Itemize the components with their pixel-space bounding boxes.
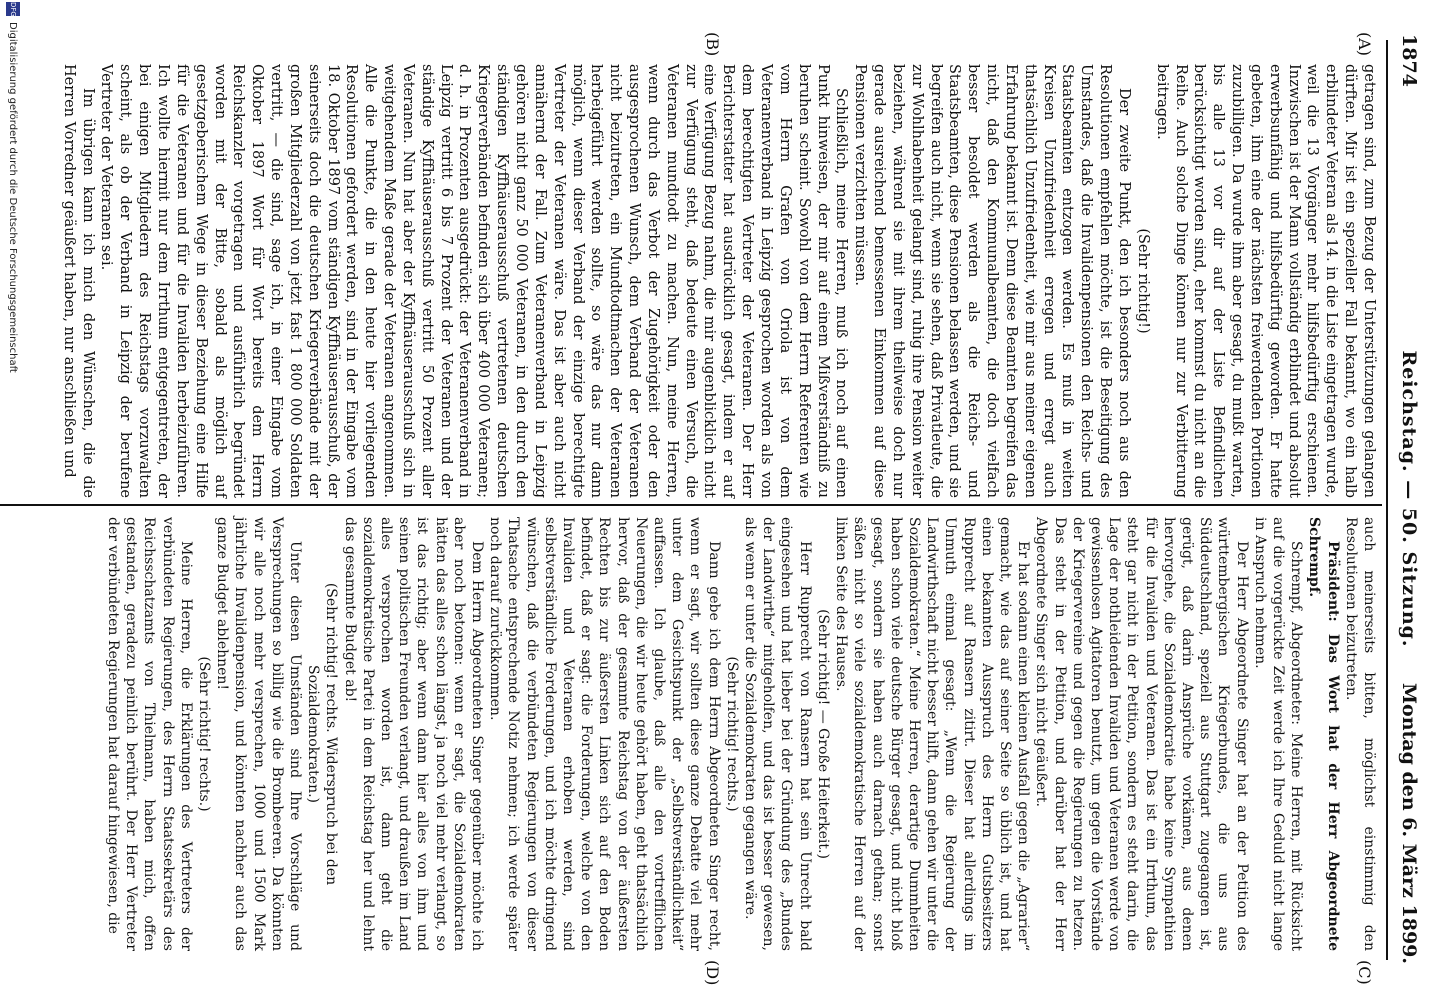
session-date: Montag den 6. März 1899.	[1398, 682, 1420, 964]
speaker-paragraph: Präsident: Das Wort hat der Herr Abgeordnete Schrempf.	[1306, 517, 1341, 951]
paragraph: Herr Rupprecht von Ransern hat sein Unrecht bald eingesehen und hat lieber bei der Gründung des „Bundes der Landwirthe“ mitgeholfen, und das ist besser gewesen, als wenn er unter die Sozialdemokraten gegangen wäre.	[742, 517, 813, 951]
paragraph: Unter diesen Umständen sind Ihre Vorschläge und Versprechungen so billig wie die Brombeeren. Da könnten wir alle noch mehr versprechen, 1000 und 1500 Mark jährliche Invalidenpension, und könnten nachher auch das ganze Budget ablehnen!	[214, 517, 304, 951]
interjection: (Sehr richtig! rechts.)	[196, 656, 212, 812]
dfg-logo: DFG	[6, 2, 20, 16]
paragraph: Er hat sodann einen kleinen Ausfall gegen die „Agrarier“ gemacht, wie das auf seiner Seite so üblich ist, und hat einen bekannten Ausspruch des Herrn Gutsbesitzers Rupprecht auf Ransern zitirt. Dieser hat allerdings im Unmuth einmal gesagt: „Wenn die Regierung der Landwirthschaft nicht besser hilft, dann gehen wir unter die Sozialdemokraten.“ Meine Herren, derartige Dummheiten haben schon viele deutsche Bürger gesagt, und nicht bloß gesagt, sondern sie haben auch darnach gethan; sonst säßen nicht so viele sozialdemokratische Herren auf der linken Seite des Hauses.	[833, 517, 1032, 951]
paragraph: Im übrigen kann ich mich den Wünschen, die die Herren Vorredner geäußert haben, nur anschließen und	[60, 64, 96, 498]
margin-mark-b: (B)	[703, 32, 722, 57]
paragraph: Dann gebe ich dem Herrn Abgeordneten Singer recht, wenn er sagt, wir sollten diese ganze Debatte viel mehr unter dem Gesichtspunkt der „Selbstverständlichkeit“ auffassen. Ich glaube, daß alle den vortrefflichen Neuerungen, die wir heute gehört haben, geht thatsächlich hervor, daß der gesammte Reichstag von der äußersten Rechten bis zur äußersten Linken sich auf den Boden befindet, daß er sagt: die Forderungen, welche von den Invaliden und Veteranen erhoben werden, sind selbstverständliche Forderungen, und ich möchte dringend wünschen, daß die verbündeten Regierungen von dieser Thatsache entsprechende Notiz nehmen; ich werde später noch darauf zurückkommen.	[487, 517, 722, 951]
page-number: 1874	[1398, 34, 1420, 87]
interjection: (Sehr richtig! rechts. Widerspruch bei den Sozialdemokraten.)	[305, 582, 340, 886]
interjection: (Sehr richtig! — Große Heiterkeit.)	[814, 609, 831, 859]
footer-credit: Digitalisierung gefördert durch die Deutsche Forschungsgemeinschaft	[7, 22, 18, 373]
paragraph: Schrempf, Abgeordneter: Meine Herren, mit Rücksicht auf die vorgerückte Zeit werde ich Ihre Geduld nicht lange in Anspruch nehmen.	[1251, 517, 1305, 951]
paragraph: auch meinerseits bitten, möglichst einstimmig den Resolutionen beizutreten.	[1342, 517, 1377, 951]
paragraph: Schließlich, meine Herren, muß ich noch auf einen Punkt hinweisen, der mir auf einem Mißverständniß zu beruhen scheint. Sowohl von dem Herrn Referenten wie vom Herrn Grafen von Oriola ist von dem Veteranenverband in Leipzig gesprochen worden als von dem berechtigten Vertreter der Veteranen. Der Herr Berichterstatter hat ausdrücklich gesagt, indem er auf eine Verfügung Bezug nahm, die mir augenblicklich nicht zur Verfügung steht, daß bedeute einen Versuch, die Veteranen mundtodt zu machen. Nun, meine Herren, wenn durch das Verbot der Zugehörigkeit oder den ausgesprochenen Wunsch, dem Verband der Veteranen nicht beizutreten, ein Mundtodtmachen der Veteranen herbeigeführt werden sollte, so wäre das nur dann möglich, wenn dieser Verband der einzige berechtigte Vertreter der Veteranen wäre. Das ist aber auch nicht annähernd der Fall. Zum Veteranenverband in Leipzig gehören nicht ganz 50 000 Veteranen, in den durch den ständigen Kyffhäuserausschuß vertretenen deutschen Kriegerverbänden befinden sich über 400 000 Veteranen; d. h. in Prozenten ausgedrückt: der Veteranenverband in Leipzig vertritt 6 bis 7 Prozent der Veteranen und der ständige Kyffhäuserausschuß vertritt 50 Prozent aller Veteranen. Nun hat aber der Kyffhäuserausschuß sich in weitgehendem Maße gerade der Veteranen angenommen. Alle die Punkte, die in den heute hier vorliegenden Resolutionen gefordert werden, sind in der Eingabe vom 18. Oktober 1897 vom ständigen Kyffhäuserausschuß, der seinerseits doch die deutschen Kriegerverbände mit der großen Mitgliederzahl von jetzt fast 1 800 000 Soldaten vertritt, — die sind, sage ich, in einer Eingabe vom Oktober 1897 Wort für Wort bereits dem Herrn Reichskanzler vorgetragen und ausführlich begründet worden mit der Bitte, sobald als möglich auf gesetzgeberischem Wege in dieser Beziehung eine Hilfe für die Veteranen und für die Invaliden herbeizuführen. Ich wollte hiermit nur dem Irrthum entgegentreten, der bei einigen Mitgliedern des Reichstags vorzuwalten scheint, als ob der Verband in Leipzig der berufene Vertreter der Veteranen sei.	[98, 64, 850, 498]
column-divider	[0, 504, 1382, 506]
margin-mark-c: (C)	[1355, 960, 1374, 985]
left-column	[59, 64, 1378, 498]
margin-mark-a: (A)	[1355, 32, 1374, 57]
interjection: (Sehr richtig!)	[1134, 228, 1151, 334]
right-column	[104, 517, 1378, 951]
paragraph: Dem Herrn Abgeordneten Singer gegenüber möchte ich aber noch betonen: wenn er sagt, die Sozialdemokraten hätten das alles schon längst, ja noch viel mehr verlangt, so ist das richtig; aber wenn dann hier alles von ihm und seinen politischen Freunden verlangt, und draußen im Land alles versprochen worden ist, dann geht die sozialdemokratische Partei in dem Reichstag her und lehnt das gesammte Budget ab!	[341, 517, 486, 951]
paragraph: getragen sind, zum Bezug der Unterstützungen gelangen dürften. Mir ist ein spezieller Fall bekannt, wo ein halb erblindeter Veteran als 14. in die Liste eingetragen wurde, weil die 13 Vorgänger mehr hilfsbedürftig erschienen. Inzwischen ist der Mann vollständig erblindet und absolut erwerbsunfähig und hilfsbedürftig geworden. Er hatte gebeten, ihm eine der nächsten freiwerdenden Portionen zuzubilligen. Da wurde ihm aber gesagt, du mußt warten, bis alle 13 vor dir auf der Liste Befindlichen berücksichtigt worden sind, eher kommst du nicht an die Reihe. Auch solche Dinge können nur zur Verbitterung beitragen.	[1153, 64, 1377, 498]
paragraph: Der Herr Abgeordnete Singer hat an der Petition des württembergischen Kriegerbundes, die uns aus Süddeutschland, speziell aus Stuttgart zugegangen ist, gerügt, daß darin Ansprüche vorkämen, aus denen hervorgehe, die Sozialdemokratie habe keine Sympathien für die Invaliden und Veteranen. Das ist ein Irrthum, das steht gar nicht in der Petition, sondern es steht darin, die Lage der nothleidenden Invaliden und Veteranen werde von gewissenlosen Agitatoren benutzt, um gegen die Vorstände der Kriegervereine und gegen die Regierungen zu hetzen. Das steht in der Petition, und darüber hat der Herr Abgeordnete Singer sich nicht geäußert.	[1033, 517, 1250, 951]
footer	[0, 0, 36, 1000]
page-title: Reichstag. — 50. Sitzung.	[1398, 350, 1420, 648]
paragraph: Meine Herren, die Erklärungen des Vertreters der verbündeten Regierungen, des Herrn Staatssekretärs des Reichsschatzamts von Thielmann, haben mich, offen gestanden, geradezu peinlich berührt. Der Herr Vertreter der verbündeten Regierungen hat darauf hingewiesen, die	[104, 517, 194, 951]
margin-mark-d: (D)	[703, 960, 722, 986]
interjection: (Sehr richtig! rechts.)	[723, 656, 740, 812]
paragraph: Der zweite Punkt, den ich besonders noch aus den Resolutionen empfehlen möchte, ist die Beseitigung des Umstandes, daß die Invalidenpensionen den Reichs- und Staatsbeamten entzogen werden. Es muß in weiten Kreisen Unzufriedenheit erregen und erregt auch thatsächlich Unzufriedenheit, wie mir aus meiner eigenen Erfahrung bekannt ist. Denn diese Beamten begreifen das nicht, daß den Kommunalbeamten, die doch vielfach besser besoldet werden als die Reichs- und Staatsbeamten, diese Pensionen belassen werden, und sie begreifen auch nicht, wenn sie sehen, daß Privatleute, die zur Wohlhabenheit gelangt sind, ruhig ihre Pension weiter beziehen, während sie mit ihrem theilweise doch nur gerade ausreichend bemessenen Einkommen auf diese Pensionen verzichten müssen.	[852, 64, 1133, 498]
page-header	[1388, 34, 1428, 964]
header-rule	[1386, 40, 1388, 960]
